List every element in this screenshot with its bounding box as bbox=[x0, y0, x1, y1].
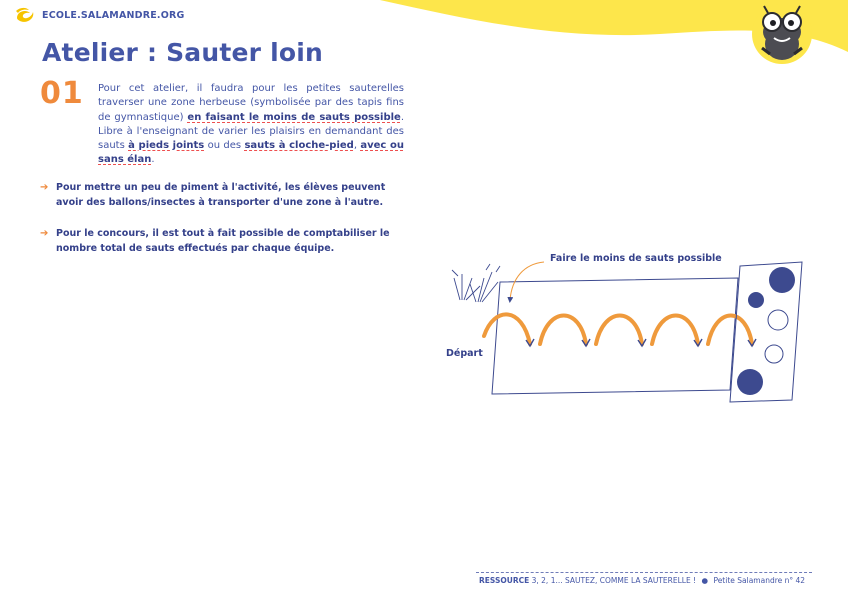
orange-arrow-icon: ➔ bbox=[40, 182, 49, 193]
tip-text: Pour le concours, il est tout à fait possible de comptabiliser le nombre total de sauts effectués par chaque équipe. bbox=[56, 228, 390, 254]
jump-arcs bbox=[484, 314, 752, 344]
highlight-hopscotch: sauts à cloche-pied bbox=[244, 140, 354, 152]
site-name[interactable]: ECOLE.SALAMANDRE.ORG bbox=[42, 10, 185, 21]
highlight-run-up: avec ou sans élan bbox=[98, 140, 404, 166]
grass-tuft-icon bbox=[452, 264, 500, 302]
bullet-icon: ● bbox=[701, 576, 709, 585]
intro-text: , bbox=[353, 140, 361, 152]
footer-text bbox=[479, 576, 805, 585]
start-label: Départ bbox=[446, 348, 483, 359]
footer-section: RESSOURCE bbox=[479, 576, 530, 585]
target-circle bbox=[768, 310, 788, 330]
tip-bullet bbox=[40, 226, 406, 256]
intro-text: . bbox=[151, 154, 155, 166]
page-title: Atelier : Sauter loin bbox=[42, 38, 324, 67]
target-circle bbox=[748, 292, 764, 308]
orange-arrow-icon: ➔ bbox=[40, 228, 49, 239]
footer-subtitle: 3, 2, 1... SAUTEZ, COMME LA SAUTERELLE ! bbox=[531, 576, 697, 585]
highlight-feet-together: à pieds joints bbox=[128, 140, 205, 152]
jump-course-diagram bbox=[440, 248, 820, 408]
step-number: 01 bbox=[40, 76, 84, 111]
target-circle bbox=[737, 369, 763, 395]
footer-issue: Petite Salamandre n° 42 bbox=[713, 576, 806, 585]
highlight-fewest-jumps: en faisant le moins de sauts possible bbox=[187, 111, 401, 123]
intro-text: . Libre à l'enseignant de varier les plaisirs en demandant des sauts bbox=[98, 111, 404, 152]
diagram-label: Faire le moins de sauts possible bbox=[550, 253, 722, 264]
tip-bullet bbox=[40, 180, 406, 210]
target-circle bbox=[769, 267, 795, 293]
footer-divider bbox=[476, 572, 812, 573]
intro-text: ou des bbox=[204, 140, 245, 152]
salamandre-swirl-icon[interactable] bbox=[14, 6, 36, 24]
intro-paragraph bbox=[98, 82, 404, 168]
intro-text: Pour cet atelier, il faudra pour les petites sauterelles traverser une zone herbeuse (symbolisée par des tapis fins de gymnastique) bbox=[98, 83, 404, 123]
tip-text: Pour mettre un peu de piment à l'activité, les élèves peuvent avoir des ballons/insectes à transporter d'une zone à l'autre. bbox=[56, 182, 386, 208]
grasshopper-mascot-icon bbox=[750, 4, 814, 60]
target-circle bbox=[765, 345, 783, 363]
